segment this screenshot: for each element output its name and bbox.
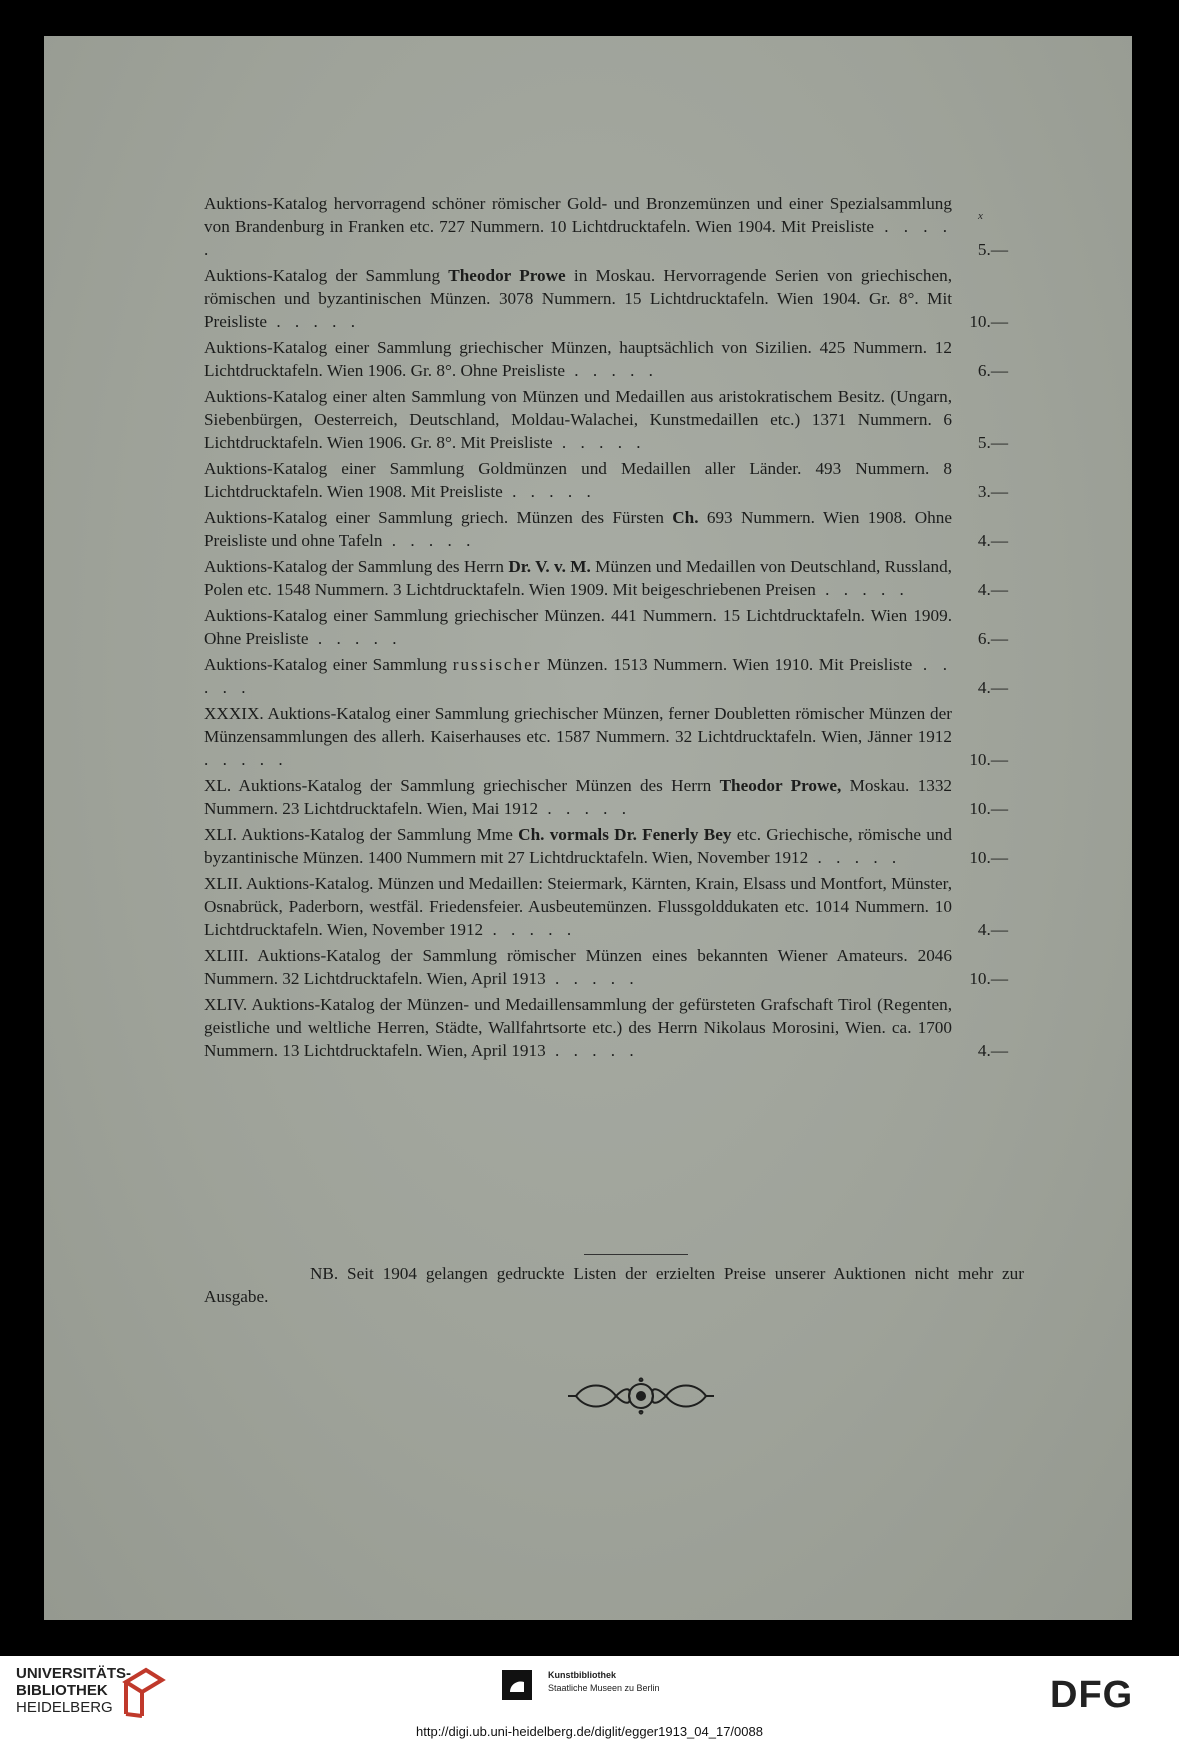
entry-description: XXXIX. Auktions-Katalog einer Sammlung griechischer Münzen, ferner Doubletten römischer Münzen der Münzensammlungen des allerh. Kaiserhauses etc. 1587 Nummern. 32 Lichtdrucktafeln. Wien, Jänner 1912 <box>204 704 952 746</box>
entry-price: 4.— <box>977 1041 1008 1060</box>
entry-description-start: XLI. Auktions-Katalog der Sammlung Mme <box>204 825 519 844</box>
catalog-entry <box>204 506 1008 552</box>
entry-description-start: Auktions-Katalog der Sammlung <box>204 266 449 285</box>
entry-price: 10.— <box>969 312 1008 331</box>
catalog-entry <box>204 264 1008 333</box>
entry-emphasis: russischer <box>452 655 542 674</box>
entry-price: 5.— <box>977 240 1008 259</box>
entry-price: 10.— <box>969 848 1008 867</box>
catalog-entry-text <box>204 385 952 454</box>
entry-description-start: Auktions-Katalog der Sammlung des Herrn <box>204 557 509 576</box>
catalog-entry-text <box>204 944 952 990</box>
catalog-entry <box>204 993 1008 1062</box>
entry-description: Auktions-Katalog einer Sammlung griechischer Münzen. 441 Nummern. 15 Lichtdrucktafeln. Wien 1909. Ohne Preisliste <box>204 606 952 648</box>
entry-description-end: etc. Griechische, römische und byzantinische Münzen. 1400 Nummern mit 27 Lichtdrucktafeln. Wien, November 1912 <box>204 825 952 867</box>
catalog-entry <box>204 192 1008 261</box>
leader-dots: . . . . . <box>808 848 902 867</box>
entry-price: 4.— <box>977 678 1008 697</box>
entry-price: 6.— <box>977 361 1008 380</box>
leader-dots: . . . . . <box>204 750 288 769</box>
ornament-icon <box>566 1374 716 1418</box>
leader-dots: . . . . . <box>382 531 476 550</box>
leader-dots: . . . . . <box>204 655 952 697</box>
entry-description-end: Münzen und Medaillen von Deutschland, Russland, Polen etc. 1548 Nummern. 3 Lichtdrucktafeln. Wien 1909. Mit beigeschriebenen Preisen <box>204 557 952 599</box>
entry-description: Auktions-Katalog hervorragend schöner römischer Gold- und Bronzemünzen und einer Spezialsammlung von Brandenburg in Franken etc. 727 Nummern. 10 Lichtdrucktafeln. Wien 1904. Mit Preisliste <box>204 194 952 236</box>
catalog-entry-text <box>204 993 952 1062</box>
entry-collector-name: Theodor Prowe <box>448 266 566 285</box>
entry-collector-name: Theodor Prowe, <box>719 776 842 795</box>
catalog-entry <box>204 774 1008 820</box>
entry-description-start: XL. Auktions-Katalog der Sammlung griechischer Münzen des Herrn <box>204 776 720 795</box>
leader-dots: . . . . . <box>502 482 596 501</box>
entry-price: 4.— <box>977 531 1008 550</box>
entry-description: Auktions-Katalog einer alten Sammlung von Münzen und Medaillen aus aristokratischem Besitz. (Ungarn, Siebenbürgen, Oesterreich, Deutschland, Moldau-Walachei, Kunstmedaillen etc.) 1371 Nummern. 6 Lichtdrucktafeln. Wien 1906. Gr. 8°. Mit Preisliste <box>204 387 952 452</box>
entry-description: XLII. Auktions-Katalog. Münzen und Medaillen: Steiermark, Kärnten, Krain, Elsass und Montfort, Münster, Osnabrück, Paderborn, westfäl. Friedensfeier. Ausbeutemünzen. Flussgolddukaten etc. 1014 Nummern. 10 Lichtdrucktafeln. Wien, November 1912 <box>204 874 952 939</box>
catalog-entry <box>204 823 1008 869</box>
entry-description-end: Münzen. 1513 Nummern. Wien 1910. Mit Preisliste <box>541 655 913 674</box>
catalog-entry-text <box>204 264 952 333</box>
catalog-entry-text <box>204 555 952 601</box>
entry-description-end: Moskau. 1332 Nummern. 23 Lichtdrucktafeln. Wien, Mai 1912 <box>204 776 953 818</box>
catalog-entry <box>204 604 1008 650</box>
entry-price: 4.— <box>977 580 1008 599</box>
entry-price: 4.— <box>977 920 1008 939</box>
catalog-entry-text <box>204 774 952 820</box>
corner-mark: x <box>978 210 983 222</box>
catalog-entry <box>204 944 1008 990</box>
footer-bar <box>0 1656 1179 1742</box>
ub-logo-icon <box>120 1666 166 1718</box>
permalink-url[interactable]: http://digi.ub.uni-heidelberg.de/diglit/egger1913_04_17/0088 <box>416 1724 763 1739</box>
entry-price: 10.— <box>969 799 1008 818</box>
entry-description-end: in Moskau. Hervorragende Serien von griechischen, römischen und byzantinischen Münzen. 3078 Nummern. 15 Lichtdrucktafeln. Wien 1904. Gr. 8°. Mit Preisliste <box>204 266 953 331</box>
catalog-entry-text <box>204 457 952 503</box>
dfg-logo: DFG <box>1050 1674 1134 1716</box>
catalog-entry-list <box>204 192 1008 1065</box>
catalog-entry-text <box>204 872 952 941</box>
leader-dots: . . . . . <box>565 361 658 380</box>
kb-line-2: Staatliche Museen zu Berlin <box>548 1683 660 1693</box>
leader-dots: . . . . . <box>308 629 402 648</box>
leader-dots: . . . . . <box>267 312 360 331</box>
kunstbibliothek-logo-icon <box>502 1670 532 1700</box>
entry-description-start: Auktions-Katalog einer Sammlung <box>204 655 453 674</box>
leader-dots: . . . . . <box>538 799 632 818</box>
catalog-entry-text <box>204 604 952 650</box>
catalog-entry <box>204 555 1008 601</box>
entry-description: Auktions-Katalog einer Sammlung griechischer Münzen, hauptsächlich von Sizilien. 425 Nummern. 12 Lichtdrucktafeln. Wien 1906. Gr. 8°. Ohne Preisliste <box>204 338 952 380</box>
entry-description: XLIII. Auktions-Katalog der Sammlung römischer Münzen eines bekannten Wiener Amateurs. 2046 Nummern. 32 Lichtdrucktafeln. Wien, April 1913 <box>204 946 952 988</box>
catalog-entry <box>204 872 1008 941</box>
entry-description-start: Auktions-Katalog einer Sammlung griech. Münzen des Fürsten <box>204 508 673 527</box>
entry-collector-name: Ch. <box>672 508 699 527</box>
ub-line-3: HEIDELBERG <box>16 1699 113 1716</box>
entry-price: 5.— <box>977 433 1008 452</box>
entry-collector-name: Dr. V. v. M. <box>508 557 591 576</box>
divider-rule <box>584 1254 688 1255</box>
leader-dots: . . . . . <box>545 1041 639 1060</box>
catalog-entry-text <box>204 653 952 699</box>
catalog-entry-text <box>204 702 952 771</box>
entry-price: 10.— <box>969 969 1008 988</box>
ub-line-1: UNIVERSITÄTS- <box>16 1665 132 1682</box>
kunstbibliothek-text <box>548 1669 660 1695</box>
leader-dots: . . . . . <box>552 433 646 452</box>
entry-price: 10.— <box>969 750 1008 769</box>
entry-description: XLIV. Auktions-Katalog der Münzen- und Medaillensammlung der gefürsteten Grafschaft Tirol (Regenten, geistliche und weltliche Herren, Städte, Wallfahrtsorte etc.) des Herrn Nikolaus Morosini, Wien. ca. 1700 Nummern. 13 Lichtdrucktafeln. Wien, April 1913 <box>204 995 952 1060</box>
entry-collector-name: Ch. vormals Dr. Fenerly Bey <box>518 825 732 844</box>
catalog-entry-text <box>204 192 952 261</box>
catalog-entry <box>204 336 1008 382</box>
entry-description: Auktions-Katalog einer Sammlung Goldmünzen und Medaillen aller Länder. 493 Nummern. 8 Lichtdrucktafeln. Wien 1908. Mit Preisliste <box>204 459 952 501</box>
catalog-entry <box>204 385 1008 454</box>
leader-dots: . . . . . <box>815 580 909 599</box>
catalog-entry <box>204 702 1008 771</box>
entry-description-end: 693 Nummern. Wien 1908. Ohne Preisliste und ohne Tafeln <box>204 508 953 550</box>
catalog-entry-text <box>204 823 952 869</box>
catalog-entry-text <box>204 336 952 382</box>
leader-dots: . . . . . <box>545 969 639 988</box>
note-paragraph: NB. Seit 1904 gelangen gedruckte Listen der erzielten Preise unserer Auktionen nicht mehr zur Ausgabe. <box>204 1264 1024 1306</box>
catalog-entry-text <box>204 506 952 552</box>
catalog-entry <box>204 457 1008 503</box>
ub-heidelberg-text <box>16 1665 131 1716</box>
ub-line-2: BIBLIOTHEK <box>16 1682 108 1699</box>
leader-dots: . . . . . <box>204 217 952 259</box>
catalog-entry <box>204 653 1008 699</box>
kb-line-1: Kunstbibliothek <box>548 1670 616 1680</box>
leader-dots: . . . . . <box>483 920 577 939</box>
entry-price: 6.— <box>977 629 1008 648</box>
entry-price: 3.— <box>977 482 1008 501</box>
